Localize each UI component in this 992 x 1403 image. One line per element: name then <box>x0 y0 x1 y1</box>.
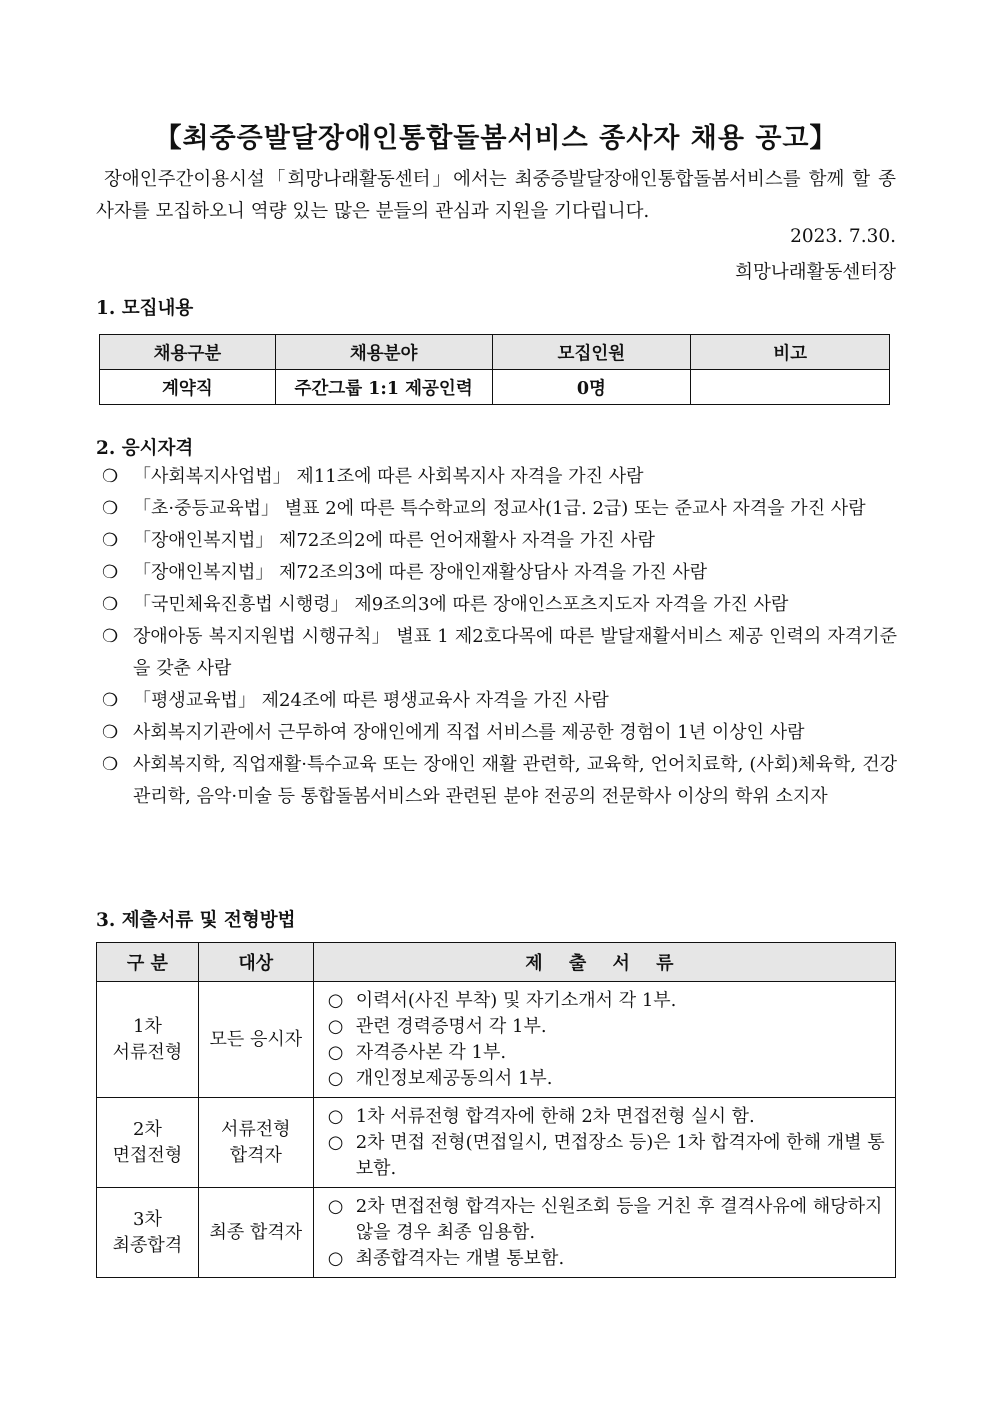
stage-name: 최종합격 <box>112 1234 183 1256</box>
docs-cell <box>313 982 895 1098</box>
cell-type: 계약직 <box>100 370 276 405</box>
table-row <box>97 982 896 1098</box>
col-header-field: 채용분야 <box>275 335 492 370</box>
list-item <box>102 493 897 525</box>
list-item <box>102 589 897 621</box>
target-text-line2: 합격자 <box>229 1144 282 1166</box>
table-row <box>97 1098 896 1188</box>
table-row <box>97 1188 896 1278</box>
stage-number: 1차 <box>133 1015 162 1037</box>
doc-text: 2차 면접전형 합격자는 신원조회 등을 거친 후 결격사유에 해당하지 않을 경우 최종 임용함. <box>355 1195 883 1243</box>
target-cell <box>198 1188 313 1278</box>
bullet-icon: ❍ <box>102 626 119 647</box>
list-item-text: 장애아동 복지지원법 시행규칙」 별표 1 제2호다목에 따른 발달재활서비스 제공 인력의 자격기준을 갖춘 사람 <box>133 626 897 679</box>
bullet-icon: ❍ <box>102 466 119 487</box>
list-item <box>328 1246 887 1272</box>
col-header-docs: 제 출 서 류 <box>313 943 895 982</box>
list-item-text: 「국민체육진흥법 시행령」 제9조의3에 따른 장애인스포츠지도자 자격을 가진 사람 <box>133 594 789 615</box>
list-item-text: 「사회복지사업법」 제11조에 따른 사회복지사 자격을 가진 사람 <box>133 466 644 487</box>
circle-bullet-icon: ○ <box>327 1105 344 1127</box>
circle-bullet-icon: ○ <box>327 989 344 1011</box>
list-item <box>102 749 897 813</box>
stage-name: 면접전형 <box>112 1144 183 1166</box>
selection-table <box>96 942 896 1278</box>
doc-text: 개인정보제공동의서 1부. <box>355 1067 553 1089</box>
list-item-text: 사회복지기관에서 근무하여 장애인에게 직접 서비스를 제공한 경험이 1년 이상인 사람 <box>133 722 805 743</box>
docs-cell <box>313 1098 895 1188</box>
target-text: 서류전형 <box>221 1118 291 1140</box>
stage-cell <box>97 982 199 1098</box>
doc-text: 이력서(사진 부착) 및 자기소개서 각 1부. <box>355 989 677 1011</box>
list-item <box>102 525 897 557</box>
stage-number: 2차 <box>133 1118 162 1140</box>
list-item-text: 「평생교육법」 제24조에 따른 평생교육사 자격을 가진 사람 <box>133 690 609 711</box>
circle-bullet-icon: ○ <box>327 1131 344 1153</box>
target-cell <box>198 1098 313 1188</box>
list-item <box>328 1194 887 1246</box>
col-header-note: 비고 <box>691 335 890 370</box>
circle-bullet-icon: ○ <box>327 1247 344 1269</box>
table-row <box>100 370 890 405</box>
circle-bullet-icon: ○ <box>327 1067 344 1089</box>
announcement-date: 2023. 7.30. <box>790 226 896 247</box>
bullet-icon: ❍ <box>102 722 119 743</box>
intro-paragraph <box>96 164 896 228</box>
list-item-text: 「장애인복지법」 제72조의2에 따른 언어재활사 자격을 가진 사람 <box>133 530 655 551</box>
bullet-icon: ❍ <box>102 562 119 583</box>
list-item <box>328 988 887 1014</box>
stage-cell <box>97 1188 199 1278</box>
recruitment-table-header <box>100 335 890 370</box>
list-item <box>328 1104 887 1130</box>
stage-number: 3차 <box>133 1208 162 1230</box>
list-item <box>102 461 897 493</box>
list-item <box>102 557 897 589</box>
list-item <box>102 621 897 685</box>
section1-heading: 1. 모집내용 <box>96 298 194 319</box>
bullet-icon: ❍ <box>102 530 119 551</box>
section3-heading: 3. 제출서류 및 전형방법 <box>96 910 296 931</box>
cell-count: 0명 <box>492 370 691 405</box>
list-item <box>328 1014 887 1040</box>
col-header-count: 모집인원 <box>492 335 691 370</box>
circle-bullet-icon: ○ <box>327 1195 344 1217</box>
col-header-type: 채용구분 <box>100 335 276 370</box>
stage-cell <box>97 1098 199 1188</box>
intro-text: 장애인주간이용시설「희망나래활동센터」에서는 최중증발달장애인통합돌봄서비스를 함께 할 종사자를 모집하오니 역량 있는 많은 분들의 관심과 지원을 기다립니다. <box>96 169 896 222</box>
bullet-icon: ❍ <box>102 498 119 519</box>
bullet-icon: ❍ <box>102 690 119 711</box>
docs-cell <box>313 1188 895 1278</box>
bullet-icon: ❍ <box>102 754 119 775</box>
selection-table-header <box>97 943 896 982</box>
doc-text: 자격증사본 각 1부. <box>355 1041 507 1063</box>
cell-field: 주간그룹 1:1 제공인력 <box>275 370 492 405</box>
list-item <box>328 1040 887 1066</box>
list-item <box>102 717 897 749</box>
list-item <box>328 1130 887 1182</box>
list-item-text: 「장애인복지법」 제72조의3에 따른 장애인재활상담사 자격을 가진 사람 <box>133 562 708 583</box>
doc-text: 관련 경력증명서 각 1부. <box>355 1015 547 1037</box>
list-item-text: 사회복지학, 직업재활·특수교육 또는 장애인 재활 관련학, 교육학, 언어치료학, (사회)체육학, 건강관리학, 음악·미술 등 통합돌봄서비스와 관련된 분야 전공의 전문학사 이상의 학위 소지자 <box>133 754 897 807</box>
qualification-list <box>102 461 897 813</box>
col-header-stage: 구 분 <box>97 943 199 982</box>
target-text: 최종 합격자 <box>209 1221 303 1243</box>
list-item <box>328 1066 887 1092</box>
stage-name: 서류전형 <box>112 1041 183 1063</box>
list-item-text: 「초·중등교육법」 별표 2에 따른 특수학교의 정교사(1급. 2급) 또는 준교사 자격을 가진 사람 <box>133 498 866 519</box>
cell-note <box>691 370 890 405</box>
circle-bullet-icon: ○ <box>327 1041 344 1063</box>
col-header-target: 대상 <box>198 943 313 982</box>
doc-text: 2차 면접 전형(면접일시, 면접장소 등)은 1차 합격자에 한해 개별 통보함. <box>355 1131 885 1179</box>
bullet-icon: ❍ <box>102 594 119 615</box>
organization-signature: 희망나래활동센터장 <box>735 262 896 283</box>
doc-text: 1차 서류전형 합격자에 한해 2차 면접전형 실시 함. <box>355 1105 755 1127</box>
target-text: 모든 응시자 <box>209 1028 303 1050</box>
target-cell <box>198 982 313 1098</box>
circle-bullet-icon: ○ <box>327 1015 344 1037</box>
section2-heading: 2. 응시자격 <box>96 438 194 459</box>
page-title: 【최중증발달장애인통합돌봄서비스 종사자 채용 공고】 <box>154 123 838 154</box>
doc-text: 최종합격자는 개별 통보함. <box>355 1247 565 1269</box>
list-item <box>102 685 897 717</box>
recruitment-table <box>99 334 890 405</box>
